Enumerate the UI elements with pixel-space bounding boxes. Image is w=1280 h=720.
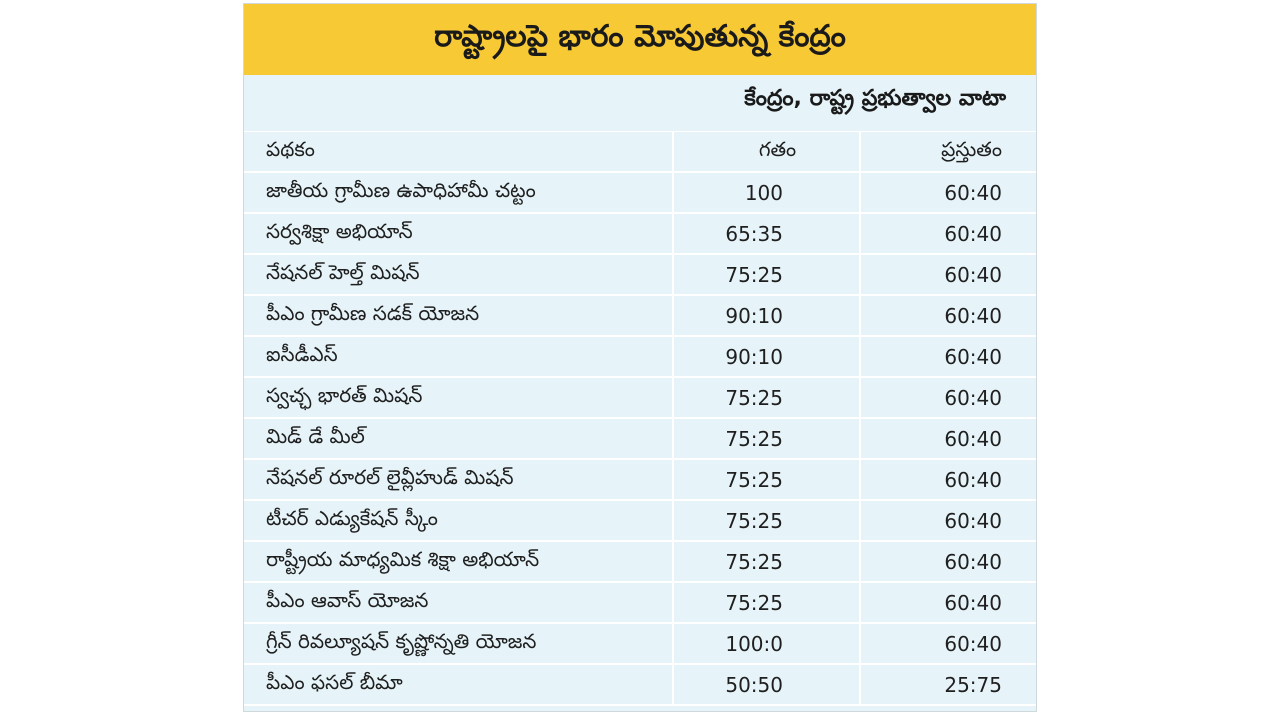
previous-ratio: 75:25 bbox=[673, 582, 860, 623]
table-row bbox=[244, 295, 1036, 336]
scheme-name: సర్వశిక్షా అభియాన్ bbox=[244, 213, 673, 254]
current-ratio: 60:40 bbox=[860, 582, 1036, 623]
previous-ratio: 50:50 bbox=[673, 664, 860, 705]
subtitle: కేంద్రం, రాష్ట్ర ప్రభుత్వాల వాటా bbox=[744, 86, 1006, 111]
table-header-row bbox=[244, 132, 1036, 173]
table-row bbox=[244, 418, 1036, 459]
current-ratio: 60:40 bbox=[860, 254, 1036, 295]
scheme-name: పీఎం ఆవాస్ యోజన bbox=[244, 582, 673, 623]
current-ratio: 25:75 bbox=[860, 664, 1036, 705]
scheme-name: ఐసీడీఎస్ bbox=[244, 336, 673, 377]
table-row bbox=[244, 500, 1036, 541]
previous-ratio: 100:0 bbox=[673, 623, 860, 664]
previous-ratio: 75:25 bbox=[673, 377, 860, 418]
scheme-name: నేషనల్ హెల్త్ మిషన్ bbox=[244, 254, 673, 295]
current-ratio: 60:40 bbox=[860, 541, 1036, 582]
current-ratio: 60:40 bbox=[860, 295, 1036, 336]
scheme-name: రాష్ట్రీయ మాధ్యమిక శిక్షా అభియాన్ bbox=[244, 541, 673, 582]
scheme-name: జాతీయ గ్రామీణ ఉపాధిహామీ చట్టం bbox=[244, 172, 673, 213]
scheme-name: స్వచ్ఛ భారత్ మిషన్ bbox=[244, 377, 673, 418]
previous-ratio: 90:10 bbox=[673, 295, 860, 336]
scheme-name: టీచర్ ఎడ్యుకేషన్ స్కీం bbox=[244, 500, 673, 541]
current-ratio: 60:40 bbox=[860, 377, 1036, 418]
scheme-name: నేషనల్ రూరల్ లైవ్లీహుడ్ మిషన్ bbox=[244, 459, 673, 500]
previous-ratio: 100 bbox=[673, 172, 860, 213]
infographic-card bbox=[243, 3, 1037, 712]
table-row bbox=[244, 172, 1036, 213]
current-ratio: 60:40 bbox=[860, 336, 1036, 377]
current-ratio: 60:40 bbox=[860, 459, 1036, 500]
table-row bbox=[244, 459, 1036, 500]
previous-ratio: 65:35 bbox=[673, 213, 860, 254]
current-ratio: 60:40 bbox=[860, 623, 1036, 664]
table-row bbox=[244, 664, 1036, 705]
current-ratio: 60:40 bbox=[860, 500, 1036, 541]
header-scheme: పథకం bbox=[244, 132, 673, 173]
previous-ratio: 75:25 bbox=[673, 459, 860, 500]
scheme-name: పీఎం ఫసల్ బీమా bbox=[244, 664, 673, 705]
scheme-name: గ్రీన్ రివల్యూషన్ కృష్ణోన్నతి యోజన bbox=[244, 623, 673, 664]
title-band bbox=[244, 4, 1036, 75]
previous-ratio: 90:10 bbox=[673, 336, 860, 377]
scheme-name: మిడ్ డే మీల్ bbox=[244, 418, 673, 459]
previous-ratio: 75:25 bbox=[673, 541, 860, 582]
header-current: ప్రస్తుతం bbox=[860, 132, 1036, 173]
current-ratio: 60:40 bbox=[860, 213, 1036, 254]
scheme-name: పీఎం గ్రామీణ సడక్ యోజన bbox=[244, 295, 673, 336]
table-row bbox=[244, 623, 1036, 664]
header-previous: గతం bbox=[673, 132, 860, 173]
table-row bbox=[244, 213, 1036, 254]
table-row bbox=[244, 377, 1036, 418]
table-row bbox=[244, 336, 1036, 377]
current-ratio: 60:40 bbox=[860, 418, 1036, 459]
table-row bbox=[244, 254, 1036, 295]
sharing-ratio-table bbox=[244, 131, 1036, 706]
previous-ratio: 75:25 bbox=[673, 500, 860, 541]
page-title: రాష్ట్రాలపై భారం మోపుతున్న కేంద్రం bbox=[434, 18, 846, 54]
current-ratio: 60:40 bbox=[860, 172, 1036, 213]
previous-ratio: 75:25 bbox=[673, 254, 860, 295]
table-row bbox=[244, 582, 1036, 623]
table-row bbox=[244, 541, 1036, 582]
previous-ratio: 75:25 bbox=[673, 418, 860, 459]
